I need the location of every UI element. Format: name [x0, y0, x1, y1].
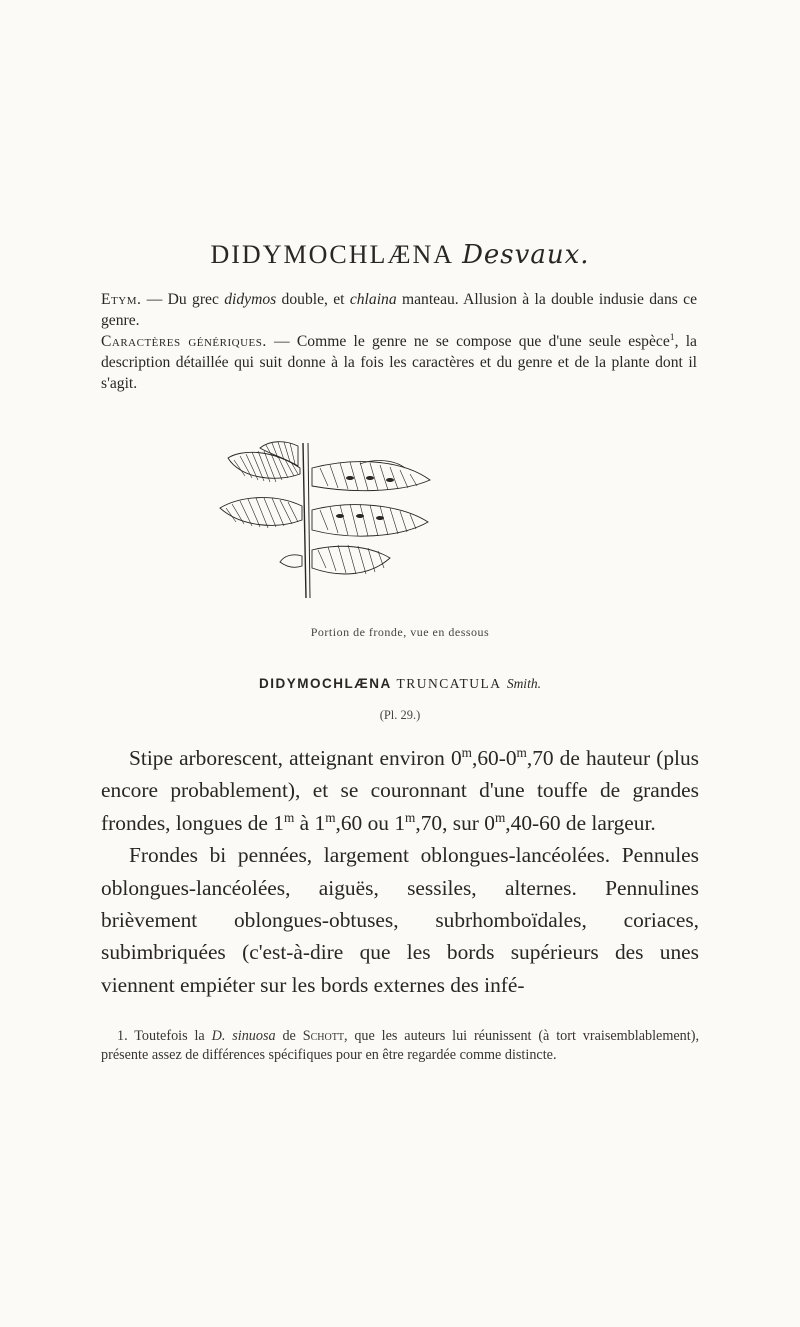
text-run: de [275, 1028, 303, 1044]
species-genus: DIDYMOCHLÆNA [259, 676, 392, 691]
etymology-text: — Du grec [141, 291, 225, 308]
unit-superscript: m [283, 809, 295, 825]
footnote-species: D. sinuosa [211, 1028, 276, 1044]
unit-superscript: m [461, 744, 472, 760]
generic-characters-paragraph [101, 331, 697, 394]
text-run: ,60 ou 1 [335, 810, 406, 835]
stipe-paragraph [101, 742, 699, 839]
text-run: ,40-60 de largeur. [505, 810, 656, 835]
species-title [0, 676, 800, 692]
unit-superscript: m [516, 744, 527, 760]
generic-characters-label: Caractères génériques. [101, 333, 267, 350]
etymology-text: manteau. Allusion à la double indusie dans ce genre. [101, 291, 698, 329]
footnote [101, 1027, 699, 1065]
intro-section [101, 289, 697, 394]
footnote-number: 1. [117, 1028, 128, 1044]
text-run: ,70 de hauteur (plus encore probablement), et se couronnant d'une touffe de grandes frondes, longues de 1 [101, 746, 699, 835]
etymology-text: double, et [276, 291, 350, 308]
description-body [101, 742, 699, 1001]
footnote-paragraph [101, 1027, 699, 1065]
etymology-paragraph [101, 289, 697, 331]
text-run: ,60-0 [471, 746, 517, 770]
text-run: Stipe arborescent, atteignant environ 0 [129, 746, 462, 770]
fern-frond-icon [200, 438, 460, 608]
unit-superscript: m [405, 809, 416, 825]
genus-title [0, 240, 800, 270]
etymology-greek-word: chlaina [349, 291, 397, 308]
unit-superscript: m [325, 809, 336, 825]
genus-author: Desvaux. [462, 240, 590, 270]
fern-frond-illustration [200, 438, 460, 608]
generic-characters-text: — Comme le genre ne se compose que d'une seule espèce [266, 333, 670, 350]
text-run: à 1 [294, 810, 326, 835]
text-run: Toutefois la [127, 1028, 212, 1044]
etymology-greek-word: didymos [224, 291, 277, 308]
fronds-paragraph: Frondes bi pennées, largement oblongues-lancéolées. Pennules oblongues-lancéolées, aiguës, sessiles, alternes. Pennulines brièvement oblongues-obtuses, subrhomboïdales, coriaces, subimbriquées (c'est-à-dire que les bords supérieurs des unes viennent empiéter sur les bords externes des infé- [101, 843, 699, 997]
footnote-author: Schott [302, 1028, 344, 1044]
genus-name: DIDYMOCHLÆNA [210, 240, 455, 269]
etymology-label: Etym. [101, 291, 142, 308]
unit-superscript: m [494, 809, 506, 825]
generic-characters-text: , la description détaillée qui suit donne à la fois les caractères et du genre et de la plante dont il s'agit. [101, 333, 697, 392]
plate-reference: (Pl. 29.) [379, 708, 421, 722]
text-run: , que les auteurs lui réunissent (à tort vraisemblablement), présente assez de différences spécifiques pour en être regardée comme distincte. [101, 1028, 699, 1063]
footnote-reference: 1 [669, 331, 675, 343]
text-run: ,70, sur 0 [415, 810, 495, 835]
species-author: Smith. [506, 676, 541, 691]
species-epithet: TRUNCATULA [396, 676, 502, 691]
figure-caption: Portion de fronde, vue en dessous [310, 625, 490, 639]
